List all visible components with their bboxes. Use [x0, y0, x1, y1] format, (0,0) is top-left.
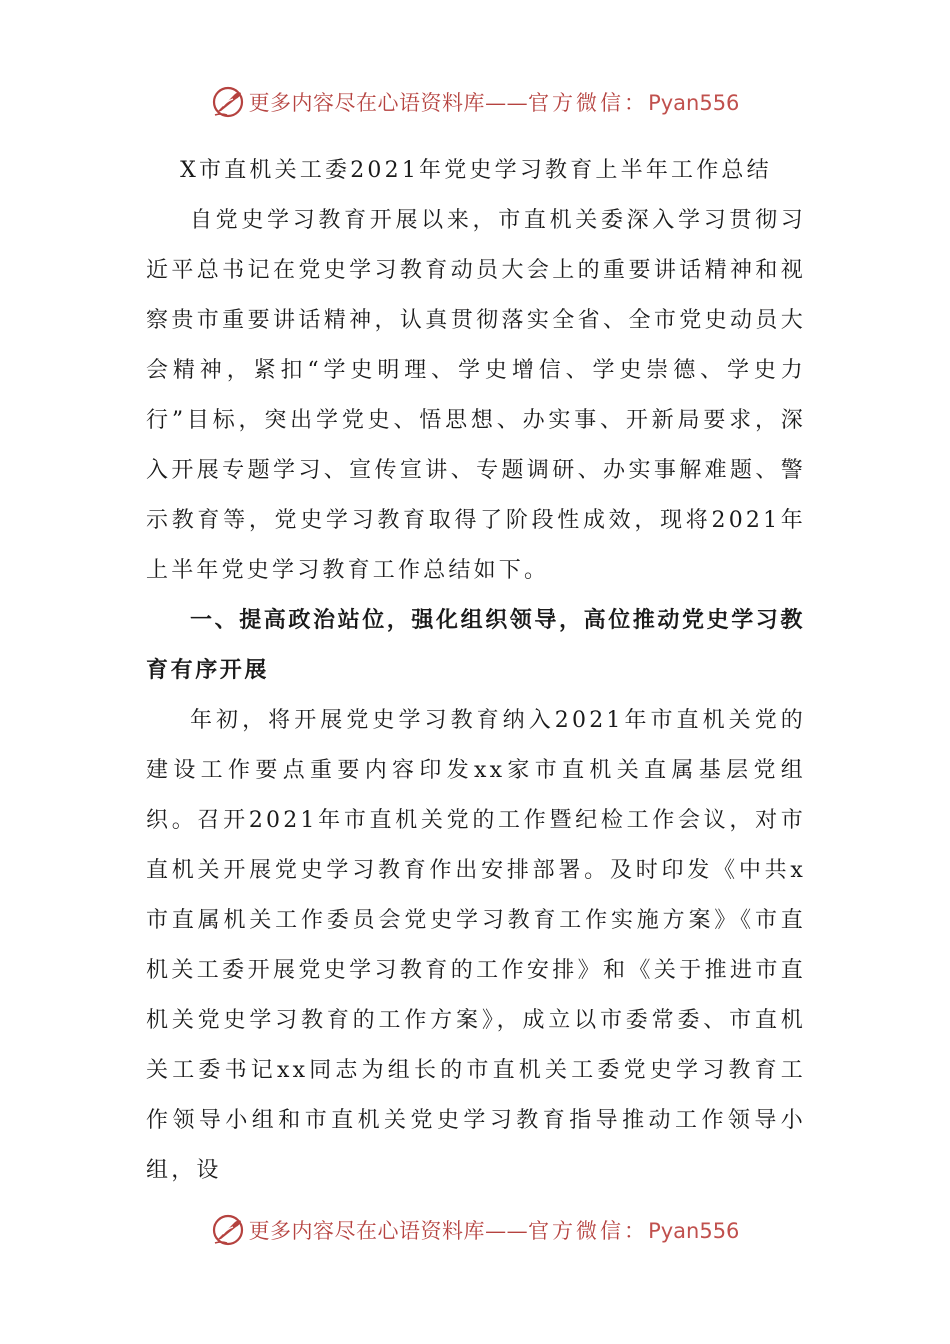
- watermark-header: [0, 82, 950, 122]
- watermark-official-label: 官方微信：: [528, 91, 649, 115]
- watermark-separator: ——: [485, 1219, 529, 1243]
- quill-logo-icon: [211, 85, 245, 119]
- watermark-main-text: 更多内容尽在心语资料库: [248, 91, 486, 115]
- document-title: X市直机关工委2021年党史学习教育上半年工作总结: [180, 158, 772, 183]
- watermark-text: [249, 1215, 740, 1245]
- watermark-wechat-id: Pyan556: [648, 1219, 740, 1243]
- quill-logo-icon: [211, 1213, 245, 1247]
- watermark-wechat-id: Pyan556: [648, 91, 740, 115]
- section-heading-1: 一、提高政治站位，强化组织领导，高位推动党史学习教育有序开展: [146, 608, 806, 683]
- watermark-separator: ——: [485, 91, 529, 115]
- document-body: [146, 146, 806, 1196]
- intro-paragraph: 自党史学习教育开展以来，市直机关委深入学习贯彻习近平总书记在党史学习教育动员大会上的重要讲话精神和视察贵市重要讲话精神，认真贯彻落实全省、全市党史动员大会精神，紧扣“学史明理、学史增信、学史崇德、学史力行”目标，突出学党史、悟思想、办实事、开新局要求，深入开展专题学习、宣传宣讲、专题调研、办实事解难题、警示教育等，党史学习教育取得了阶段性成效，现将2021年上半年党史学习教育工作总结如下。: [146, 208, 806, 583]
- watermark-official-label: 官方微信：: [528, 1219, 649, 1243]
- watermark-main-text: 更多内容尽在心语资料库: [248, 1219, 486, 1243]
- section1-paragraph: 年初，将开展党史学习教育纳入2021年市直机关党的建设工作要点重要内容印发xx家市直机关直属基层党组织。召开2021年市直机关党的工作暨纪检工作会议，对市直机关开展党史学习教育作出安排部署。及时印发《中共x市直属机关工作委员会党史学习教育工作实施方案》《市直机关工委开展党史学习教育的工作安排》和《关于推进市直机关党史学习教育的工作方案》，成立以市委常委、市直机关工委书记xx同志为组长的市直机关工委党史学习教育工作领导小组和市直机关党史学习教育指导推动工作领导小组，设: [146, 708, 806, 1183]
- watermark-text: [249, 87, 740, 117]
- watermark-footer: [0, 1210, 950, 1250]
